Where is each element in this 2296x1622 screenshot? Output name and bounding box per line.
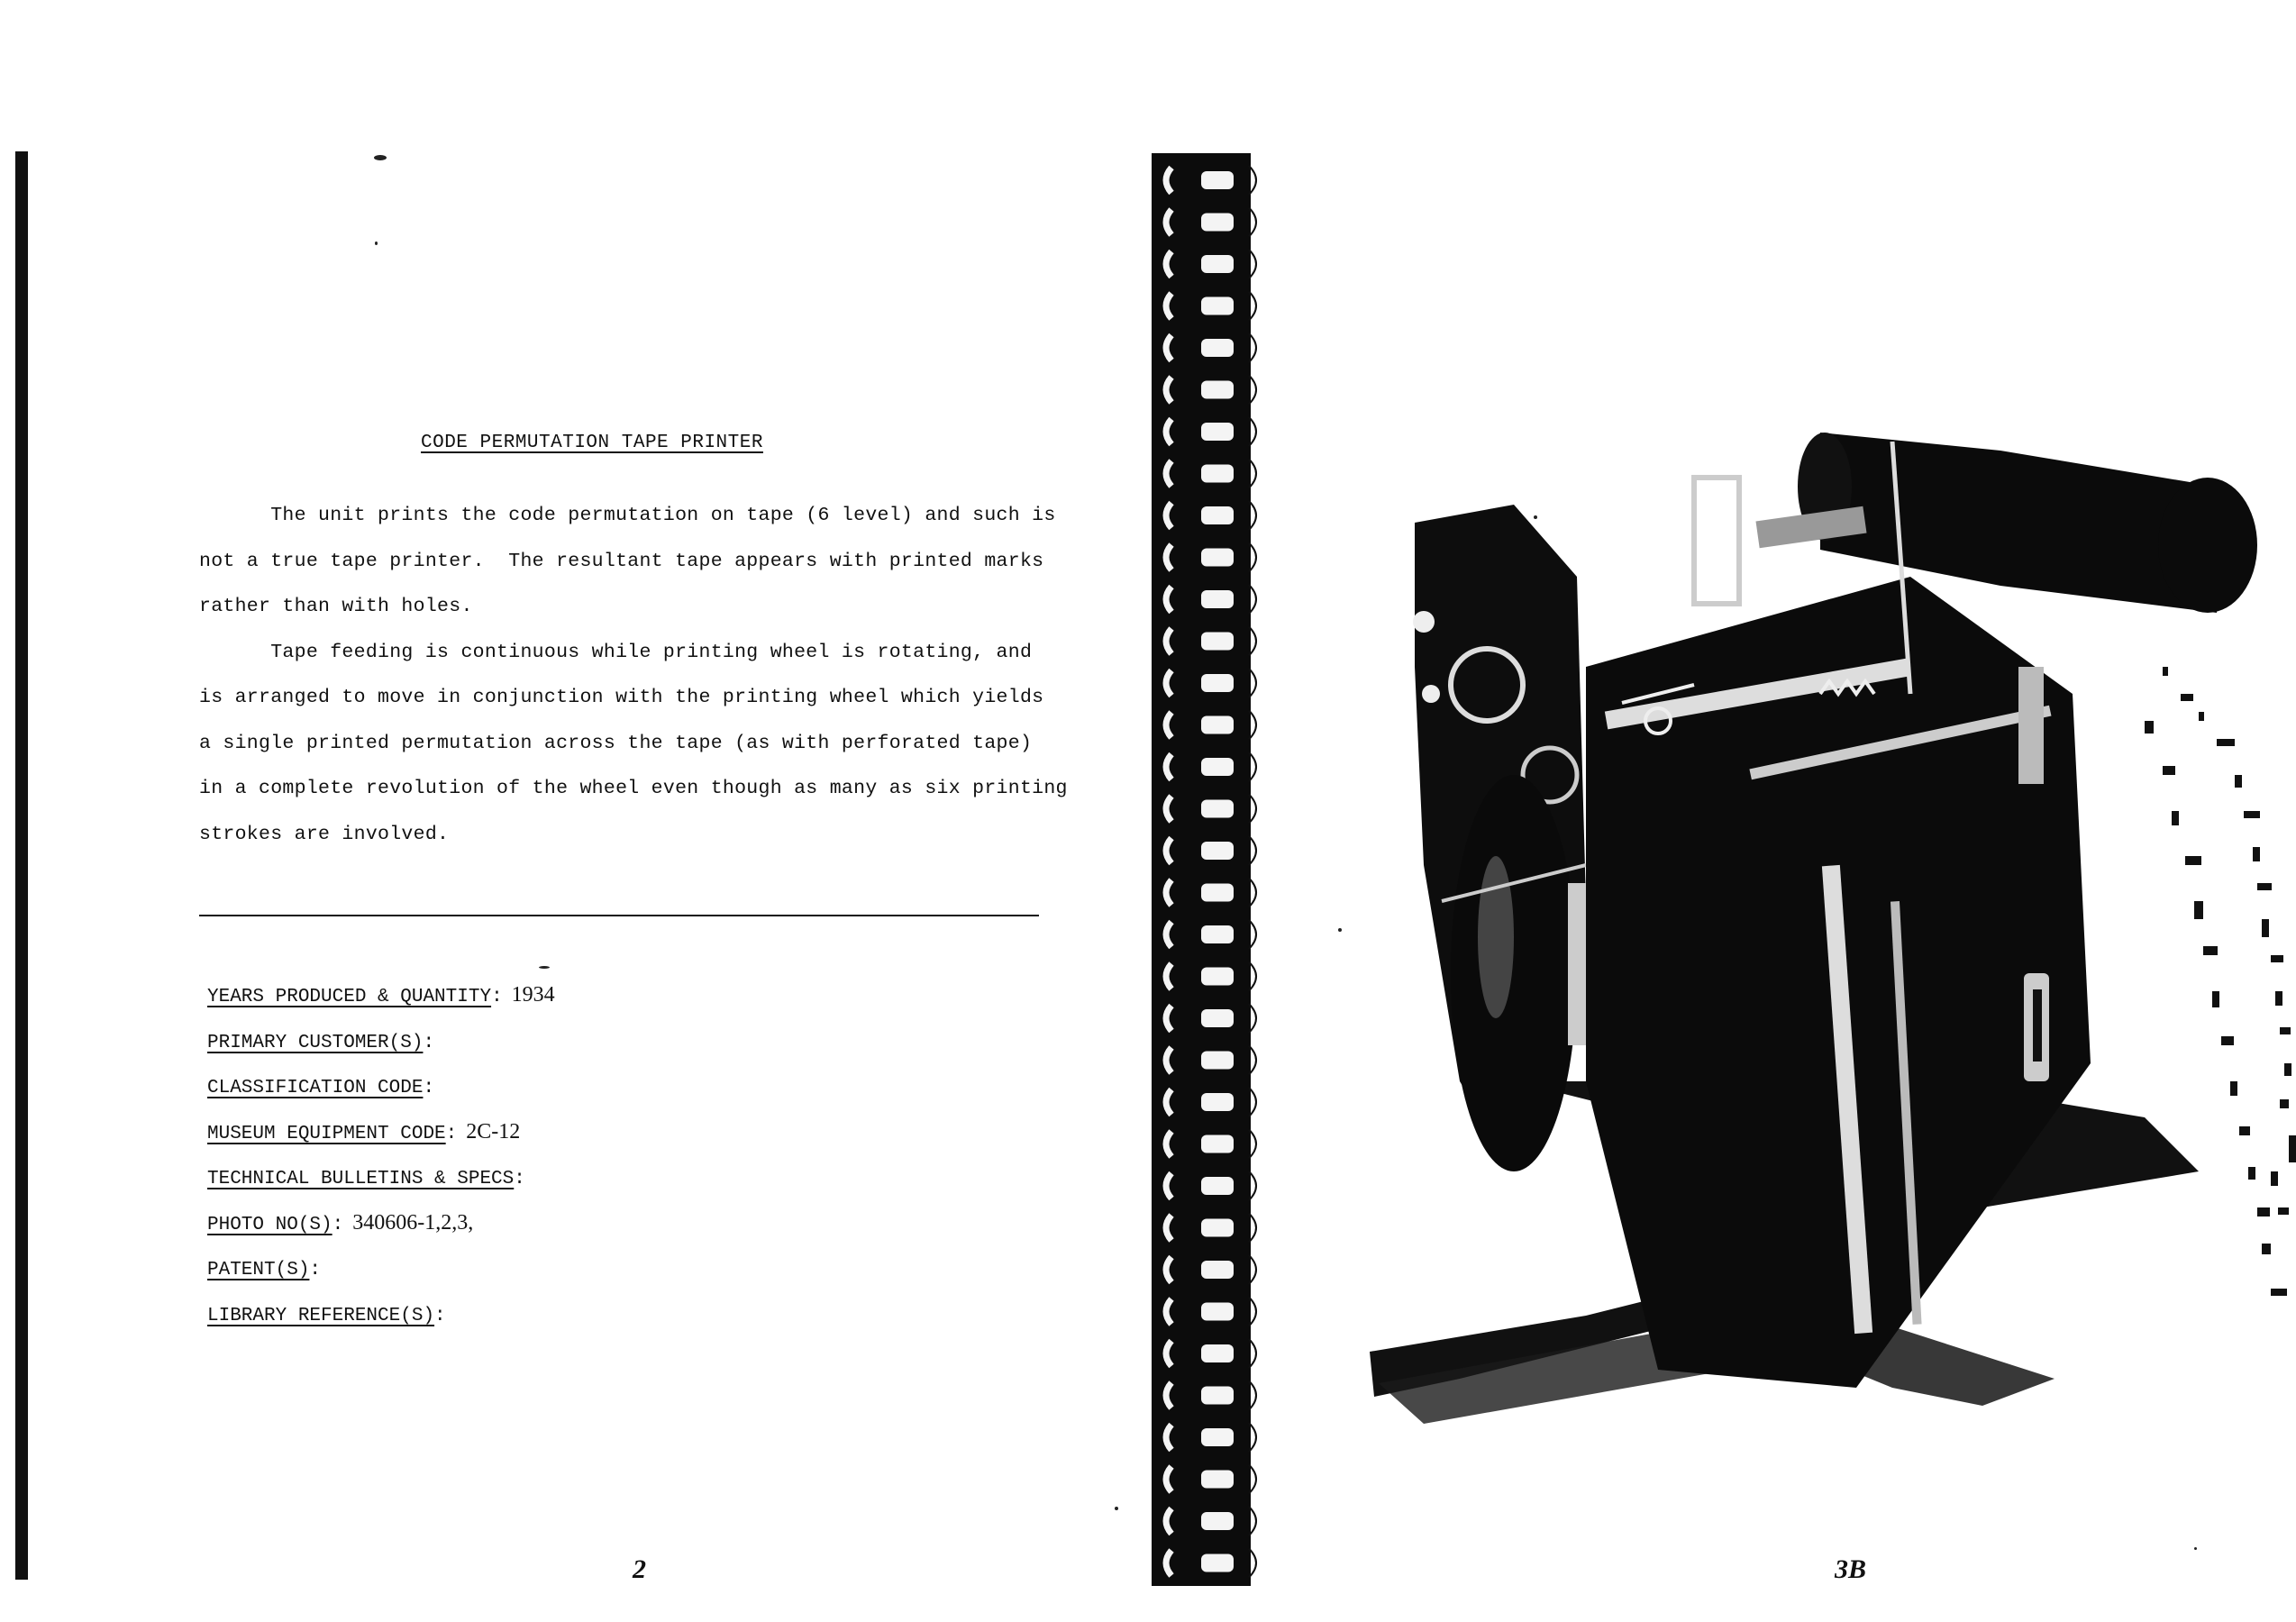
- spec-primary-customer: [207, 1025, 555, 1071]
- film-sprocket-hole: [1201, 1303, 1234, 1321]
- film-sprocket-hole: [1201, 423, 1234, 441]
- spec-label: MUSEUM EQUIPMENT CODE: [207, 1123, 446, 1144]
- film-sprocket-hole: [1201, 674, 1234, 692]
- spec-separator: :: [332, 1214, 344, 1235]
- film-sprocket-hole: [1201, 884, 1234, 902]
- film-sprocket-hole: [1201, 590, 1234, 608]
- film-sprocket-hole: [1201, 716, 1234, 734]
- machine-photo: [1352, 396, 2296, 1424]
- scan-speck: [539, 966, 550, 969]
- spec-photo-numbers: [207, 1207, 555, 1253]
- spec-value: 2C-12: [466, 1119, 521, 1144]
- spec-technical-bulletins: [207, 1162, 555, 1207]
- film-sprocket-hole: [1201, 1177, 1234, 1195]
- section-divider: [199, 915, 1039, 916]
- description-line: Tape feeding is continuous while printing wheel is rotating, and: [199, 641, 1033, 663]
- description-line: rather than with holes.: [199, 596, 473, 617]
- film-sprocket-hole: [1201, 297, 1234, 315]
- spec-patents: [207, 1253, 555, 1299]
- spec-separator: :: [445, 1123, 458, 1144]
- film-sprocket-hole: [1201, 1387, 1234, 1405]
- film-sprocket-hole: [1201, 339, 1234, 357]
- film-sprocket-hole: [1201, 1512, 1234, 1530]
- film-sprocket-hole: [1201, 506, 1234, 524]
- spec-value: 1934: [511, 983, 555, 1007]
- film-sprocket-hole: [1201, 758, 1234, 776]
- film-sprocket-hole: [1201, 1052, 1234, 1070]
- scan-speck: [1115, 1507, 1118, 1510]
- spec-list: [207, 980, 555, 1344]
- description-line: strokes are involved.: [199, 823, 450, 845]
- film-sprocket-hole: [1201, 633, 1234, 651]
- spec-years-produced: [207, 980, 555, 1025]
- spec-label: CLASSIFICATION CODE: [207, 1078, 424, 1098]
- film-sprocket-hole: [1201, 255, 1234, 273]
- description-line: is arranged to move in conjunction with the printing wheel which yields: [199, 687, 1044, 708]
- film-sprocket-hole: [1201, 800, 1234, 818]
- spec-label: YEARS PRODUCED & QUANTITY: [207, 987, 492, 1007]
- spec-classification-code: [207, 1071, 555, 1116]
- description-line: not a true tape printer. The resultant tape appears with printed marks: [199, 550, 1044, 572]
- scan-speck: [1338, 928, 1342, 932]
- film-sprocket-hole: [1201, 549, 1234, 567]
- description-line: in a complete revolution of the wheel even though as many as six printing: [199, 778, 1068, 799]
- film-sprocket-hole: [1201, 968, 1234, 986]
- description-line: a single printed permutation across the tape (as with perforated tape): [199, 732, 1033, 754]
- film-sprocket-hole: [1201, 171, 1234, 189]
- scan-speck: [374, 155, 387, 160]
- page-number-right: 3B: [1835, 1554, 1867, 1584]
- film-band: [1152, 153, 1251, 1586]
- film-sprocket-hole: [1201, 381, 1234, 399]
- spec-label: PATENT(S): [207, 1260, 310, 1280]
- spec-museum-equipment-code: [207, 1116, 555, 1162]
- spec-label: LIBRARY REFERENCE(S): [207, 1305, 435, 1326]
- description-paragraph: [199, 500, 1068, 864]
- film-sprocket-hole: [1201, 1554, 1234, 1572]
- film-sprocket-hole: [1201, 465, 1234, 483]
- spec-label: PHOTO NO(S): [207, 1214, 333, 1235]
- film-sprocket-hole: [1201, 1135, 1234, 1153]
- film-sprocket-hole: [1201, 1344, 1234, 1362]
- spec-separator: :: [434, 1305, 446, 1326]
- spec-label: TECHNICAL BULLETINS & SPECS: [207, 1169, 515, 1189]
- film-sprocket-hole: [1201, 1261, 1234, 1279]
- film-sprocket-hole: [1201, 214, 1234, 232]
- film-sprocket-hole: [1201, 842, 1234, 860]
- film-sprocket-hole: [1201, 1009, 1234, 1027]
- film-sprocket-hole: [1201, 1219, 1234, 1237]
- film-sprocket-hole: [1201, 1428, 1234, 1446]
- spec-separator: :: [423, 1032, 435, 1053]
- film-sprocket-hole: [1201, 925, 1234, 943]
- spec-separator: :: [309, 1260, 322, 1280]
- spec-value: 340606-1,2,3,: [352, 1210, 474, 1235]
- document-title: CODE PERMUTATION TAPE PRINTER: [421, 433, 763, 453]
- spec-separator: :: [491, 987, 503, 1007]
- film-sprocket-hole: [1201, 1093, 1234, 1111]
- film-sprocket-hole: [1201, 1471, 1234, 1489]
- binding-edge: [15, 151, 28, 1580]
- printed-tape: [2145, 667, 2296, 1296]
- spec-label: PRIMARY CUSTOMER(S): [207, 1032, 424, 1053]
- spec-library-references: [207, 1299, 555, 1344]
- spec-separator: :: [423, 1078, 435, 1098]
- spec-separator: :: [514, 1169, 525, 1189]
- film-strip-image: [1152, 153, 1305, 1586]
- scan-speck: [375, 241, 378, 245]
- scan-speck: [2194, 1547, 2197, 1550]
- description-line: The unit prints the code permutation on tape (6 level) and such is: [199, 505, 1056, 526]
- page-number-left: 2: [633, 1554, 646, 1584]
